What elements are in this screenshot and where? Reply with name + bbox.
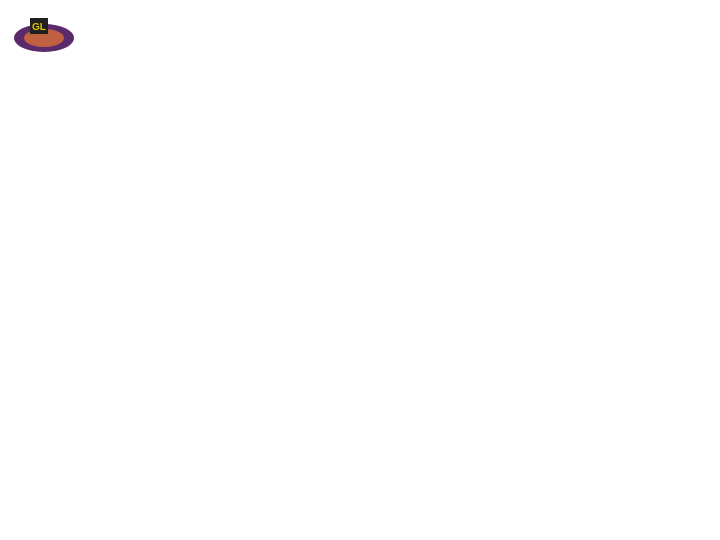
svg-text:GL: GL — [32, 22, 46, 33]
